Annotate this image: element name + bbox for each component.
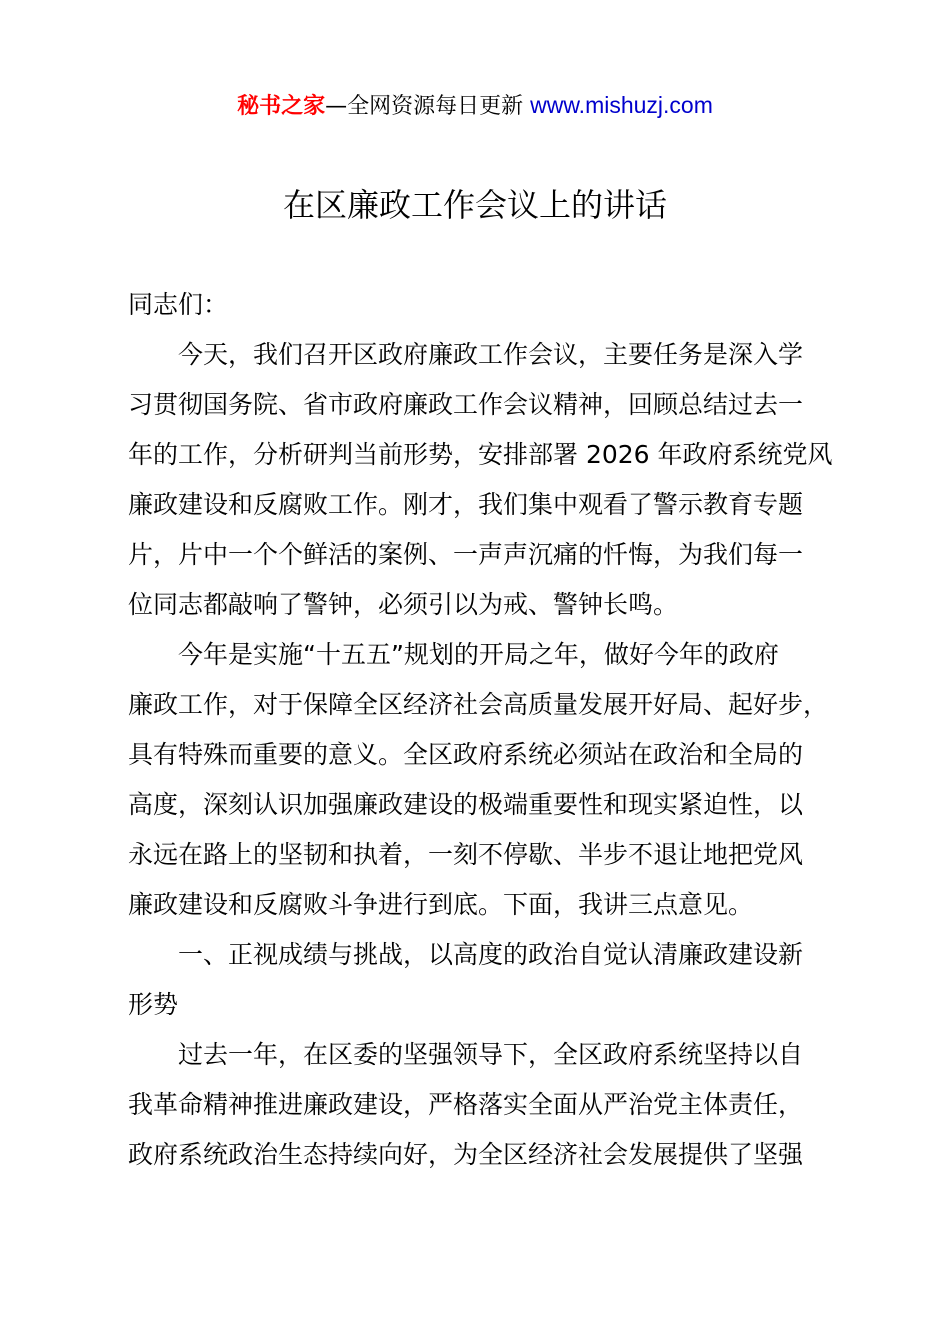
section-heading-line: 形势 xyxy=(128,990,179,1019)
paragraph-line: 廉政工作，对于保障全区经济社会高质量发展开好局、起好步， xyxy=(128,690,829,719)
paragraph-line: 我革命精神推进廉政建设，严格落实全面从严治党主体责任， xyxy=(128,1090,804,1119)
brand-name: 秘书之家 xyxy=(237,94,326,119)
section-heading-line: 一、正视成绩与挑战，以高度的政治自觉认清廉政建设新 xyxy=(178,940,804,969)
site-header xyxy=(0,88,950,124)
paragraph-line: 高度，深刻认识加强廉政建设的极端重要性和现实紧迫性，以 xyxy=(128,790,804,819)
paragraph-line: 廉政建设和反腐败斗争进行到底。下面，我讲三点意见。 xyxy=(128,890,754,919)
paragraph-line: 政府系统政治生态持续向好，为全区经济社会发展提供了坚强 xyxy=(128,1140,804,1169)
paragraph-line: 过去一年，在区委的坚强领导下，全区政府系统坚持以自 xyxy=(178,1040,804,1069)
paragraph-line: 位同志都敲响了警钟，必须引以为戒、警钟长鸣。 xyxy=(128,590,679,619)
paragraph-line: 今天，我们召开区政府廉政工作会议，主要任务是深入学 xyxy=(178,340,804,369)
document-body xyxy=(128,280,838,1180)
paragraph-line: 年的工作，分析研判当前形势，安排部署 2026 年政府系统党风 xyxy=(128,440,833,469)
paragraph-line: 永远在路上的坚韧和执着，一刻不停歇、半步不退让地把党风 xyxy=(128,840,804,869)
paragraph-line: 廉政建设和反腐败工作。刚才，我们集中观看了警示教育专题 xyxy=(128,490,804,519)
document-title: 在区廉政工作会议上的讲话 xyxy=(282,186,667,224)
salutation: 同志们： xyxy=(128,290,229,319)
paragraph-line: 片，片中一个个鲜活的案例、一声声沉痛的忏悔，为我们每一 xyxy=(128,540,804,569)
paragraph-line: 习贯彻国务院、省市政府廉政工作会议精神，回顾总结过去一 xyxy=(128,390,804,419)
site-url-link[interactable]: www.mishuzj.com xyxy=(530,92,713,118)
paragraph-line: 今年是实施“十五五”规划的开局之年，做好今年的政府 xyxy=(178,640,779,669)
paragraph-line: 具有特殊而重要的意义。全区政府系统必须站在政治和全局的 xyxy=(128,740,804,769)
header-tagline: —全网资源每日更新 xyxy=(325,94,524,119)
